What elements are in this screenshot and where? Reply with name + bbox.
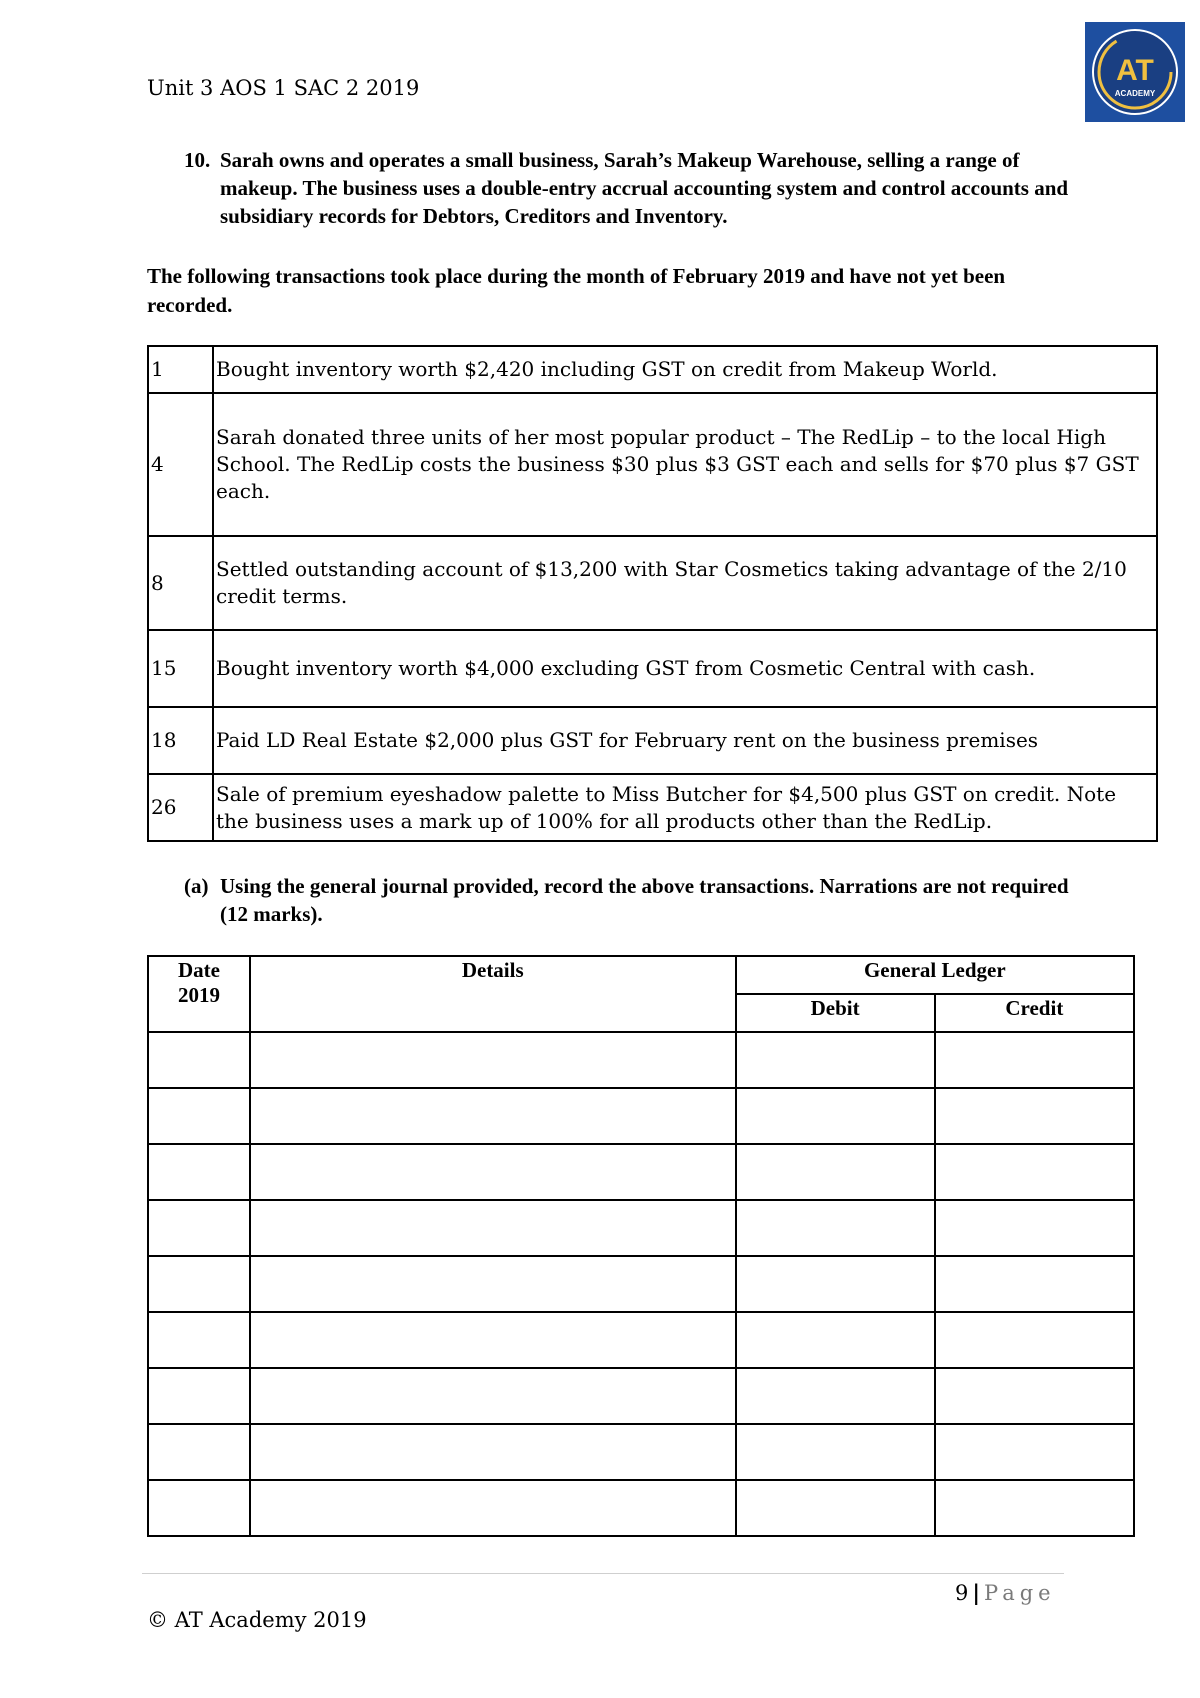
journal-debit-cell[interactable] <box>736 1424 935 1480</box>
page-label: Page <box>984 1581 1056 1605</box>
journal-date-cell[interactable] <box>148 1032 250 1088</box>
journal-credit-cell[interactable] <box>935 1032 1134 1088</box>
journal-row <box>148 1424 1134 1480</box>
part-a-label: (a) <box>184 874 209 898</box>
transaction-day: 4 <box>148 393 213 536</box>
journal-credit-cell[interactable] <box>935 1312 1134 1368</box>
page-number: 9 <box>955 1581 969 1605</box>
year-header: 2019 <box>177 983 220 1007</box>
journal-row <box>148 1088 1134 1144</box>
journal-details-cell[interactable] <box>250 1144 736 1200</box>
transaction-text: Sale of premium eyeshadow palette to Miss Butcher for $4,500 plus GST on credit. Note the business uses a mark up of 100% for all products other than the RedLip. <box>213 774 1157 841</box>
transaction-day: 15 <box>148 630 213 707</box>
document-header-title: Unit 3 AOS 1 SAC 2 2019 <box>147 76 420 100</box>
transaction-day: 18 <box>148 707 213 774</box>
journal-row <box>148 1032 1134 1088</box>
journal-debit-cell[interactable] <box>736 1144 935 1200</box>
journal-details-cell[interactable] <box>250 1032 736 1088</box>
date-header-cell <box>148 956 250 1032</box>
transaction-day: 8 <box>148 536 213 630</box>
journal-details-cell[interactable] <box>250 1200 736 1256</box>
part-a-text: Using the general journal provided, record the above transactions. Narrations are not required (12 marks). <box>220 874 1069 926</box>
journal-date-cell[interactable] <box>148 1088 250 1144</box>
journal-credit-cell[interactable] <box>935 1424 1134 1480</box>
credit-header: Credit <box>935 994 1134 1032</box>
debit-header: Debit <box>736 994 935 1032</box>
journal-row <box>148 1200 1134 1256</box>
transaction-text: Sarah donated three units of her most popular product – The RedLip – to the local High School. The RedLip costs the business $30 plus $3 GST each and sells for $70 plus $7 GST each. <box>213 393 1157 536</box>
question-number: 10. <box>184 148 211 172</box>
transactions-table <box>147 345 1158 842</box>
journal-debit-cell[interactable] <box>736 1088 935 1144</box>
journal-debit-cell[interactable] <box>736 1312 935 1368</box>
journal-date-cell[interactable] <box>148 1368 250 1424</box>
general-journal-table <box>147 955 1135 1537</box>
journal-row <box>148 1144 1134 1200</box>
journal-debit-cell[interactable] <box>736 1032 935 1088</box>
journal-row <box>148 1312 1134 1368</box>
at-academy-logo <box>1085 22 1185 122</box>
question-text: Sarah owns and operates a small business, Sarah’s Makeup Warehouse, selling a range of makeup. The business uses a double-entry accrual accounting system and control accounts and subsidiary records for Debtors, Creditors and Inventory. <box>220 148 1069 228</box>
page-number-block <box>955 1580 1056 1605</box>
journal-debit-cell[interactable] <box>736 1368 935 1424</box>
transaction-row <box>148 346 1157 393</box>
journal-date-cell[interactable] <box>148 1200 250 1256</box>
journal-details-cell[interactable] <box>250 1088 736 1144</box>
journal-debit-cell[interactable] <box>736 1200 935 1256</box>
details-header: Details <box>250 956 736 1032</box>
journal-details-cell[interactable] <box>250 1424 736 1480</box>
date-header: Date <box>177 958 220 982</box>
journal-details-cell[interactable] <box>250 1256 736 1312</box>
journal-details-cell[interactable] <box>250 1368 736 1424</box>
journal-date-cell[interactable] <box>148 1256 250 1312</box>
transaction-row <box>148 393 1157 536</box>
transaction-text: Paid LD Real Estate $2,000 plus GST for February rent on the business premises <box>213 707 1157 774</box>
transaction-text: Bought inventory worth $2,420 including GST on credit from Makeup World. <box>213 346 1157 393</box>
question-10 <box>184 146 1084 230</box>
transaction-day: 1 <box>148 346 213 393</box>
journal-row <box>148 1480 1134 1536</box>
logo-text: AT <box>1116 54 1154 87</box>
logo-emblem-icon <box>1085 22 1185 122</box>
transaction-row <box>148 536 1157 630</box>
journal-date-cell[interactable] <box>148 1480 250 1536</box>
journal-details-cell[interactable] <box>250 1312 736 1368</box>
journal-debit-cell[interactable] <box>736 1480 935 1536</box>
journal-credit-cell[interactable] <box>935 1200 1134 1256</box>
journal-date-cell[interactable] <box>148 1144 250 1200</box>
transaction-text: Settled outstanding account of $13,200 with Star Cosmetics taking advantage of the 2/10 credit terms. <box>213 536 1157 630</box>
transaction-row <box>148 630 1157 707</box>
logo-subtext: ACADEMY <box>1114 89 1156 98</box>
copyright-notice: © AT Academy 2019 <box>147 1608 367 1632</box>
transaction-row <box>148 774 1157 841</box>
journal-debit-cell[interactable] <box>736 1256 935 1312</box>
journal-credit-cell[interactable] <box>935 1144 1134 1200</box>
journal-credit-cell[interactable] <box>935 1256 1134 1312</box>
journal-details-cell[interactable] <box>250 1480 736 1536</box>
journal-row <box>148 1368 1134 1424</box>
transaction-text: Bought inventory worth $4,000 excluding GST from Cosmetic Central with cash. <box>213 630 1157 707</box>
part-a-instruction <box>184 872 1084 928</box>
journal-credit-cell[interactable] <box>935 1368 1134 1424</box>
footer-divider <box>142 1573 1064 1574</box>
journal-credit-cell[interactable] <box>935 1088 1134 1144</box>
page-separator: | <box>972 1580 981 1605</box>
transaction-day: 26 <box>148 774 213 841</box>
general-ledger-header: General Ledger <box>736 956 1134 994</box>
journal-date-cell[interactable] <box>148 1424 250 1480</box>
journal-row <box>148 1256 1134 1312</box>
transaction-row <box>148 707 1157 774</box>
transactions-intro: The following transactions took place during the month of February 2019 and have not yet been recorded. <box>147 264 1006 317</box>
journal-credit-cell[interactable] <box>935 1480 1134 1536</box>
journal-date-cell[interactable] <box>148 1312 250 1368</box>
